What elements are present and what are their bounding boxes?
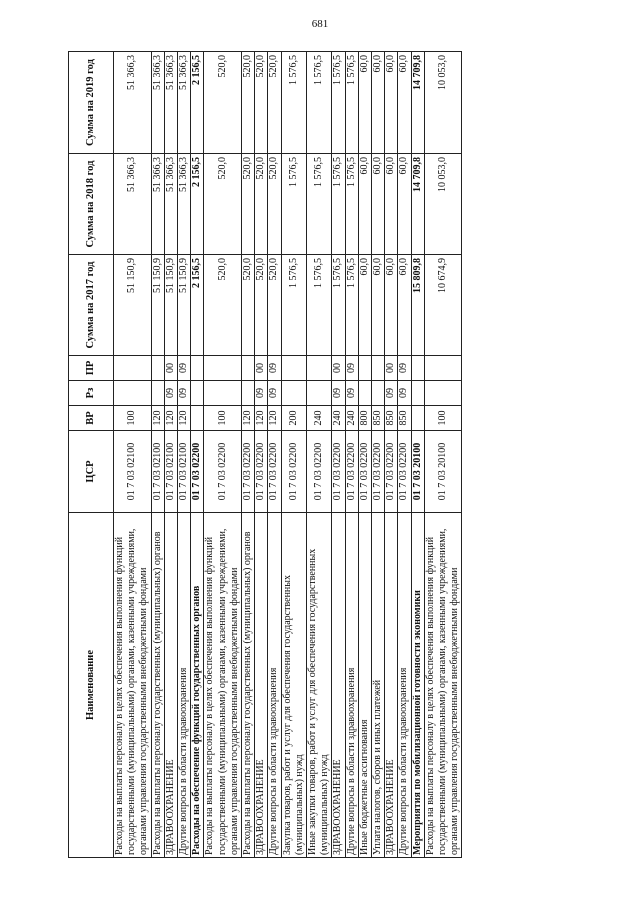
cell-pr	[358, 356, 371, 381]
cell-pr: 00	[332, 356, 345, 381]
header-rz: Рз	[69, 381, 114, 406]
cell-vr: 240	[332, 406, 345, 431]
cell-sum-2019: 51 366,3	[151, 52, 164, 154]
cell-vr: 100	[114, 406, 152, 431]
cell-sum-2018: 60,0	[358, 154, 371, 255]
cell-sum-2017: 2 156,5	[191, 255, 204, 356]
cell-rz	[411, 381, 424, 406]
cell-rz: 09	[255, 381, 268, 406]
cell-name: Уплата налогов, сборов и иных платежей	[372, 513, 385, 858]
cell-pr: 09	[345, 356, 358, 381]
cell-sum-2018: 520,0	[242, 154, 255, 255]
cell-vr: 850	[385, 406, 398, 431]
cell-csr: 01 7 03 20100	[411, 431, 424, 513]
cell-sum-2018: 51 366,3	[151, 154, 164, 255]
cell-pr	[411, 356, 424, 381]
cell-pr	[191, 356, 204, 381]
table-row	[372, 52, 385, 858]
table-row	[178, 52, 191, 858]
table-row	[242, 52, 255, 858]
cell-csr: 01 7 03 02100	[151, 431, 164, 513]
cell-rz: 09	[385, 381, 398, 406]
cell-pr	[424, 356, 462, 381]
cell-sum-2019: 520,0	[204, 52, 242, 154]
table-row	[191, 52, 204, 858]
cell-rz	[424, 381, 462, 406]
cell-rz: 09	[178, 381, 191, 406]
cell-vr: 100	[204, 406, 242, 431]
cell-sum-2017: 520,0	[204, 255, 242, 356]
cell-sum-2017: 51 150,9	[164, 255, 177, 356]
table-row	[281, 52, 306, 858]
cell-sum-2019: 1 576,5	[307, 52, 332, 154]
cell-csr: 01 7 03 02200	[191, 431, 204, 513]
cell-vr: 100	[424, 406, 462, 431]
cell-sum-2017: 1 576,5	[332, 255, 345, 356]
cell-csr: 01 7 03 02200	[307, 431, 332, 513]
cell-pr: 00	[164, 356, 177, 381]
cell-vr: 120	[151, 406, 164, 431]
cell-rz	[114, 381, 152, 406]
cell-csr: 01 7 03 02100	[164, 431, 177, 513]
cell-sum-2019: 1 576,5	[345, 52, 358, 154]
table-row	[332, 52, 345, 858]
cell-name: ЗДРАВООХРАНЕНИЕ	[255, 513, 268, 858]
cell-vr: 120	[242, 406, 255, 431]
cell-sum-2018: 520,0	[255, 154, 268, 255]
table-row	[411, 52, 424, 858]
cell-csr: 01 7 03 02200	[204, 431, 242, 513]
cell-rz: 09	[345, 381, 358, 406]
cell-pr: 00	[385, 356, 398, 381]
cell-sum-2018: 520,0	[268, 154, 281, 255]
cell-sum-2017: 10 674,9	[424, 255, 462, 356]
cell-rz	[281, 381, 306, 406]
cell-name: Расходы на выплаты персоналу государственных (муниципальных) органов	[242, 513, 255, 858]
cell-rz	[307, 381, 332, 406]
table-row	[268, 52, 281, 858]
table-header-row	[69, 52, 114, 858]
cell-sum-2017: 60,0	[358, 255, 371, 356]
cell-vr: 240	[345, 406, 358, 431]
cell-sum-2017: 51 150,9	[151, 255, 164, 356]
cell-sum-2018: 51 366,3	[178, 154, 191, 255]
cell-sum-2018: 60,0	[372, 154, 385, 255]
cell-pr: 09	[178, 356, 191, 381]
cell-vr	[191, 406, 204, 431]
cell-rz	[358, 381, 371, 406]
cell-sum-2018: 51 366,3	[164, 154, 177, 255]
cell-sum-2019: 60,0	[398, 52, 411, 154]
table-row	[307, 52, 332, 858]
cell-sum-2019: 51 366,3	[178, 52, 191, 154]
cell-sum-2017: 15 809,8	[411, 255, 424, 356]
cell-sum-2019: 520,0	[268, 52, 281, 154]
cell-vr: 120	[268, 406, 281, 431]
cell-csr: 01 7 03 02200	[268, 431, 281, 513]
header-sum-2018: Сумма на 2018 год	[69, 154, 114, 255]
cell-pr	[372, 356, 385, 381]
cell-pr: 09	[398, 356, 411, 381]
cell-sum-2019: 520,0	[255, 52, 268, 154]
cell-name: Расходы на выплаты персоналу в целях обеспечения выполнения функций государственными (муниципальными) органами, казенными учреждениями, органами управления государственными внебюджетными фондами	[204, 513, 242, 858]
cell-csr: 01 7 03 02200	[345, 431, 358, 513]
cell-sum-2019: 14 709,8	[411, 52, 424, 154]
cell-sum-2018: 10 053,0	[424, 154, 462, 255]
cell-sum-2019: 10 053,0	[424, 52, 462, 154]
cell-pr	[204, 356, 242, 381]
cell-sum-2019: 51 366,3	[164, 52, 177, 154]
table-row	[255, 52, 268, 858]
cell-sum-2018: 1 576,5	[332, 154, 345, 255]
cell-name: ЗДРАВООХРАНЕНИЕ	[385, 513, 398, 858]
cell-name: Расходы на выплаты персоналу в целях обеспечения выполнения функций государственными (муниципальными) органами, казенными учреждениями, органами управления государственными внебюджетными фондами	[114, 513, 152, 858]
table-row	[398, 52, 411, 858]
cell-sum-2019: 51 366,3	[114, 52, 152, 154]
cell-sum-2019: 520,0	[242, 52, 255, 154]
budget-table	[68, 51, 462, 858]
cell-pr	[151, 356, 164, 381]
cell-csr: 01 7 03 20100	[424, 431, 462, 513]
cell-sum-2017: 1 576,5	[281, 255, 306, 356]
cell-sum-2017: 60,0	[385, 255, 398, 356]
cell-sum-2017: 520,0	[268, 255, 281, 356]
table-row	[385, 52, 398, 858]
cell-vr: 120	[164, 406, 177, 431]
cell-name: Расходы на выплаты персоналу в целях обеспечения выполнения функций государственными (муниципальными) органами, казенными учреждениями, органами управления государственными внебюджетными фондами	[424, 513, 462, 858]
cell-sum-2017: 520,0	[242, 255, 255, 356]
header-vr: ВР	[69, 406, 114, 431]
cell-name: Мероприятия по мобилизационной готовности экономики	[411, 513, 424, 858]
cell-rz	[151, 381, 164, 406]
header-sum-2017: Сумма на 2017 год	[69, 255, 114, 356]
cell-vr: 800	[358, 406, 371, 431]
cell-pr	[242, 356, 255, 381]
cell-sum-2018: 1 576,5	[281, 154, 306, 255]
cell-vr: 240	[307, 406, 332, 431]
cell-csr: 01 7 03 02200	[281, 431, 306, 513]
cell-vr: 850	[372, 406, 385, 431]
cell-vr	[411, 406, 424, 431]
table-row	[345, 52, 358, 858]
cell-vr: 850	[398, 406, 411, 431]
cell-name: Расходы на обеспечение функций государственных органов	[191, 513, 204, 858]
cell-csr: 01 7 03 02200	[372, 431, 385, 513]
cell-pr: 09	[268, 356, 281, 381]
cell-sum-2019: 2 156,5	[191, 52, 204, 154]
cell-name: Закупка товаров, работ и услуг для обеспечения государственных (муниципальных) нужд	[281, 513, 306, 858]
cell-pr: 00	[255, 356, 268, 381]
cell-sum-2019: 1 576,5	[332, 52, 345, 154]
cell-sum-2017: 520,0	[255, 255, 268, 356]
header-csr: ЦСР	[69, 431, 114, 513]
cell-csr: 01 7 03 02100	[178, 431, 191, 513]
cell-csr: 01 7 03 02200	[398, 431, 411, 513]
header-sum-2019: Сумма на 2019 год	[69, 52, 114, 154]
cell-sum-2019: 1 576,5	[281, 52, 306, 154]
table-row	[114, 52, 152, 858]
cell-csr: 01 7 03 02200	[332, 431, 345, 513]
cell-sum-2018: 14 709,8	[411, 154, 424, 255]
cell-sum-2018: 60,0	[385, 154, 398, 255]
cell-sum-2019: 60,0	[372, 52, 385, 154]
cell-sum-2017: 60,0	[398, 255, 411, 356]
cell-sum-2018: 1 576,5	[345, 154, 358, 255]
cell-pr	[281, 356, 306, 381]
cell-rz: 09	[332, 381, 345, 406]
table-row	[424, 52, 462, 858]
cell-csr: 01 7 03 02200	[242, 431, 255, 513]
cell-pr	[114, 356, 152, 381]
cell-csr: 01 7 03 02200	[385, 431, 398, 513]
cell-sum-2019: 60,0	[358, 52, 371, 154]
cell-sum-2017: 51 150,9	[114, 255, 152, 356]
cell-rz: 09	[398, 381, 411, 406]
cell-sum-2018: 1 576,5	[307, 154, 332, 255]
cell-sum-2017: 60,0	[372, 255, 385, 356]
cell-name: ЗДРАВООХРАНЕНИЕ	[332, 513, 345, 858]
cell-sum-2018: 51 366,3	[114, 154, 152, 255]
cell-sum-2018: 520,0	[204, 154, 242, 255]
cell-rz	[372, 381, 385, 406]
cell-csr: 01 7 03 02200	[255, 431, 268, 513]
table-row	[151, 52, 164, 858]
cell-name: Иные бюджетные ассигнования	[358, 513, 371, 858]
table-row	[164, 52, 177, 858]
cell-rz	[242, 381, 255, 406]
cell-rz: 09	[164, 381, 177, 406]
cell-vr: 120	[255, 406, 268, 431]
cell-name: Другие вопросы в области здравоохранения	[345, 513, 358, 858]
cell-rz: 09	[268, 381, 281, 406]
page-number: 681	[311, 18, 329, 30]
table-body	[114, 52, 462, 858]
table-row	[204, 52, 242, 858]
cell-vr: 200	[281, 406, 306, 431]
header-name: Наименование	[69, 513, 114, 858]
header-pr: ПР	[69, 356, 114, 381]
cell-csr: 01 7 03 02100	[114, 431, 152, 513]
cell-name: Другие вопросы в области здравоохранения	[398, 513, 411, 858]
cell-name: Иные закупки товаров, работ и услуг для обеспечения государственных (муниципальных) нужд	[307, 513, 332, 858]
cell-sum-2018: 2 156,5	[191, 154, 204, 255]
cell-vr: 120	[178, 406, 191, 431]
cell-rz	[191, 381, 204, 406]
cell-name: Расходы на выплаты персоналу государственных (муниципальных) органов	[151, 513, 164, 858]
cell-rz	[204, 381, 242, 406]
cell-sum-2019: 60,0	[385, 52, 398, 154]
cell-sum-2017: 1 576,5	[345, 255, 358, 356]
cell-pr	[307, 356, 332, 381]
budget-table-rotated	[68, 52, 598, 858]
table-row	[358, 52, 371, 858]
cell-name: ЗДРАВООХРАНЕНИЕ	[164, 513, 177, 858]
cell-sum-2018: 60,0	[398, 154, 411, 255]
cell-csr: 01 7 03 02200	[358, 431, 371, 513]
cell-name: Другие вопросы в области здравоохранения	[178, 513, 191, 858]
cell-sum-2017: 51 150,9	[178, 255, 191, 356]
cell-name: Другие вопросы в области здравоохранения	[268, 513, 281, 858]
cell-sum-2017: 1 576,5	[307, 255, 332, 356]
